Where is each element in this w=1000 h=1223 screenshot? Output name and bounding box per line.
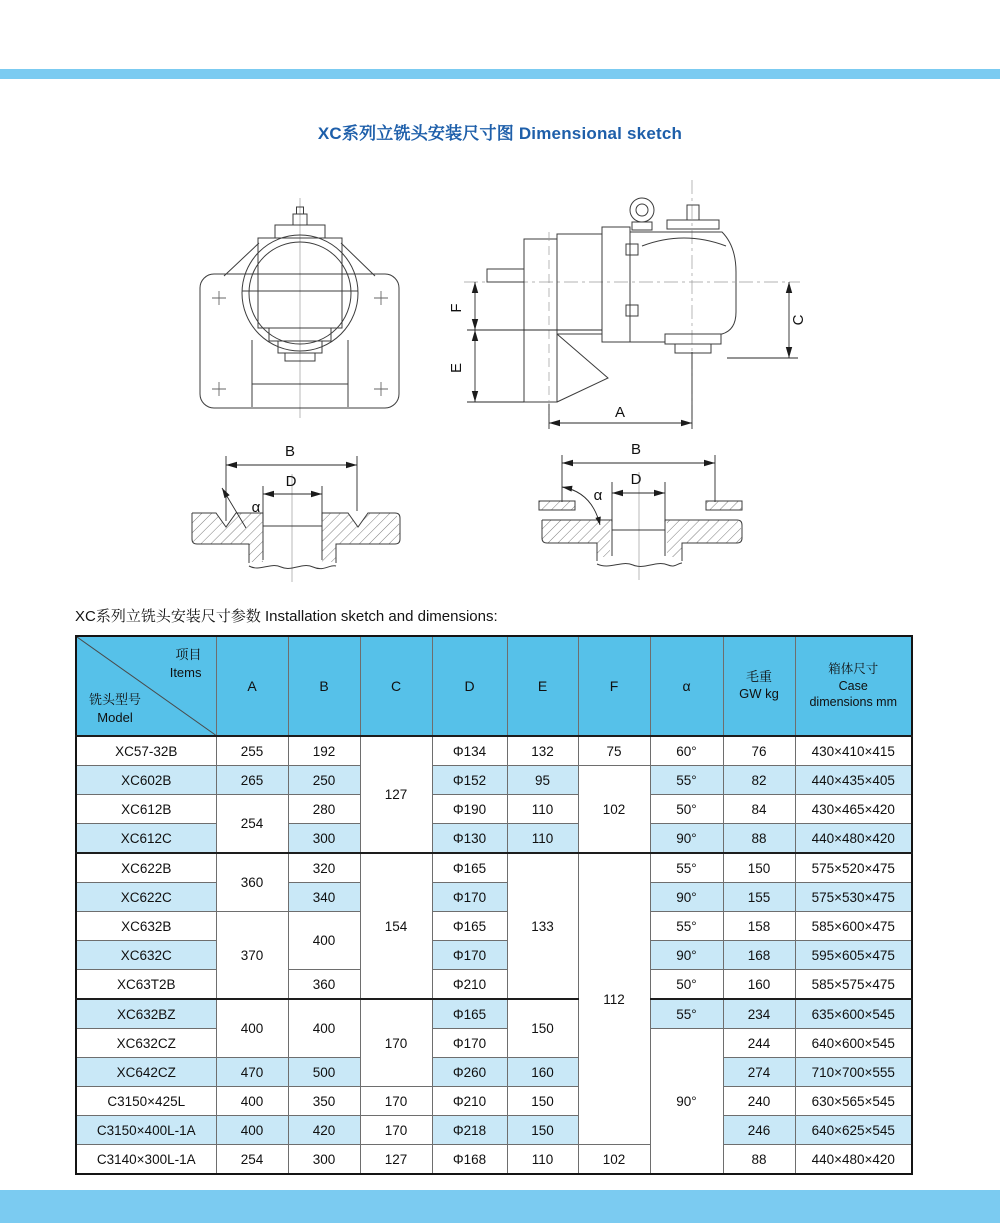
table-row	[76, 853, 912, 883]
cell-model: C3140×300L-1A	[76, 1145, 216, 1175]
cell-d: Φ170	[432, 1029, 507, 1058]
cell-e: 133	[507, 853, 578, 999]
cell-b: 340	[288, 883, 360, 912]
cell-case: 430×465×420	[795, 795, 912, 824]
col-header-case: 箱体尺寸 Case dimensions mm	[795, 636, 912, 736]
cell-a: 360	[216, 853, 288, 912]
table-row	[76, 736, 912, 766]
cell-model: C3150×400L-1A	[76, 1116, 216, 1145]
cell-d: Φ152	[432, 766, 507, 795]
cell-gw: 274	[723, 1058, 795, 1087]
cell-d: Φ134	[432, 736, 507, 766]
cell-d: Φ210	[432, 970, 507, 1000]
cell-b: 400	[288, 999, 360, 1058]
cell-case: 440×480×420	[795, 1145, 912, 1175]
cell-alpha: 55°	[650, 912, 723, 941]
cell-gw: 150	[723, 853, 795, 883]
cell-a: 400	[216, 1087, 288, 1116]
cell-b: 500	[288, 1058, 360, 1087]
cell-case: 710×700×555	[795, 1058, 912, 1087]
cell-gw: 160	[723, 970, 795, 1000]
cell-a: 265	[216, 766, 288, 795]
cell-e: 132	[507, 736, 578, 766]
cell-a: 400	[216, 1116, 288, 1145]
cell-case: 640×600×545	[795, 1029, 912, 1058]
cell-a: 470	[216, 1058, 288, 1087]
cell-e: 150	[507, 999, 578, 1058]
cell-alpha: 90°	[650, 883, 723, 912]
cell-b: 420	[288, 1116, 360, 1145]
front-view-drawing	[178, 188, 448, 423]
cell-d: Φ260	[432, 1058, 507, 1087]
dim-label-f: F	[448, 303, 465, 313]
cell-model: XC63T2B	[76, 970, 216, 1000]
cell-case: 440×480×420	[795, 824, 912, 854]
dim-label-d-right: D	[630, 471, 642, 488]
page-title: XC系列立铣头安装尺寸图 Dimensional sketch	[317, 124, 683, 143]
cell-b: 300	[288, 1145, 360, 1175]
cell-f: 112	[578, 853, 650, 1145]
cell-d: Φ170	[432, 941, 507, 970]
cell-model: XC632CZ	[76, 1029, 216, 1058]
col-header-f: F	[578, 636, 650, 736]
table-caption: XC系列立铣头安装尺寸参数 Installation sketch and dimensions:	[75, 608, 498, 625]
dim-label-d-left: D	[285, 473, 297, 490]
cell-e: 160	[507, 1058, 578, 1087]
header-items-label: 项目 Items	[169, 647, 202, 681]
header-model-label: 铣头型号 Model	[89, 691, 142, 725]
cell-a: 254	[216, 795, 288, 854]
cell-b: 360	[288, 970, 360, 1000]
cell-e: 110	[507, 795, 578, 824]
cell-gw: 234	[723, 999, 795, 1029]
cell-case: 585×600×475	[795, 912, 912, 941]
cell-c: 170	[360, 1087, 432, 1116]
cell-b: 280	[288, 795, 360, 824]
cell-a: 255	[216, 736, 288, 766]
cell-gw: 240	[723, 1087, 795, 1116]
table-row	[76, 795, 912, 824]
col-header-d: D	[432, 636, 507, 736]
cell-model: XC632BZ	[76, 999, 216, 1029]
front-view-lines	[200, 198, 399, 418]
dim-label-b-right: B	[630, 441, 642, 458]
cell-e: 110	[507, 1145, 578, 1175]
cell-case: 630×565×545	[795, 1087, 912, 1116]
cell-gw: 88	[723, 1145, 795, 1175]
dim-label-a: A	[614, 404, 626, 421]
side-view-drawing	[442, 172, 817, 437]
cell-model: XC632C	[76, 941, 216, 970]
cell-c: 154	[360, 853, 432, 999]
table-row	[76, 1145, 912, 1175]
cell-model: XC612C	[76, 824, 216, 854]
cell-model: XC642CZ	[76, 1058, 216, 1087]
dim-label-c: C	[790, 314, 807, 326]
cell-gw: 82	[723, 766, 795, 795]
cell-c: 127	[360, 736, 432, 853]
cell-gw: 244	[723, 1029, 795, 1058]
cell-e: 150	[507, 1087, 578, 1116]
cell-d: Φ210	[432, 1087, 507, 1116]
cell-d: Φ170	[432, 883, 507, 912]
table-header-row	[76, 636, 912, 736]
cell-alpha: 55°	[650, 999, 723, 1029]
cell-b: 400	[288, 912, 360, 970]
table-row	[76, 970, 912, 1000]
table-row	[76, 1116, 912, 1145]
table-row	[76, 1029, 912, 1058]
dim-label-alpha-right: α	[593, 487, 603, 504]
section-sketch-right	[522, 430, 837, 585]
cell-f: 102	[578, 1145, 650, 1175]
cell-gw: 168	[723, 941, 795, 970]
cell-e: 110	[507, 824, 578, 854]
cell-case: 585×575×475	[795, 970, 912, 1000]
col-header-c: C	[360, 636, 432, 736]
cell-model: XC612B	[76, 795, 216, 824]
dim-label-b-left: B	[284, 443, 296, 460]
cell-d: Φ130	[432, 824, 507, 854]
cell-alpha: 50°	[650, 795, 723, 824]
cell-e: 95	[507, 766, 578, 795]
table-row	[76, 1087, 912, 1116]
cell-b: 320	[288, 853, 360, 883]
dim-label-e: E	[448, 362, 465, 374]
top-accent-bar	[0, 69, 1000, 79]
cell-gw: 158	[723, 912, 795, 941]
cell-a: 400	[216, 999, 288, 1058]
cell-case: 635×600×545	[795, 999, 912, 1029]
cell-case: 575×520×475	[795, 853, 912, 883]
cell-alpha: 90°	[650, 941, 723, 970]
cell-a: 254	[216, 1145, 288, 1175]
table-row	[76, 766, 912, 795]
cell-d: Φ168	[432, 1145, 507, 1175]
cell-alpha: 50°	[650, 970, 723, 1000]
cell-model: XC622B	[76, 853, 216, 883]
cell-b: 350	[288, 1087, 360, 1116]
cell-d: Φ165	[432, 912, 507, 941]
cell-d: Φ165	[432, 853, 507, 883]
table-row	[76, 941, 912, 970]
cell-gw: 88	[723, 824, 795, 854]
cell-d: Φ218	[432, 1116, 507, 1145]
cell-b: 192	[288, 736, 360, 766]
cell-alpha: 90°	[650, 824, 723, 854]
cell-model: C3150×425L	[76, 1087, 216, 1116]
cell-gw: 155	[723, 883, 795, 912]
cell-c: 170	[360, 999, 432, 1087]
cell-case: 640×625×545	[795, 1116, 912, 1145]
col-header-a: A	[216, 636, 288, 736]
table-row	[76, 1058, 912, 1087]
cell-alpha: 90°	[650, 1029, 723, 1175]
cell-alpha: 55°	[650, 766, 723, 795]
table-row	[76, 912, 912, 941]
cell-f: 75	[578, 736, 650, 766]
cell-b: 250	[288, 766, 360, 795]
side-view-lines	[464, 180, 800, 429]
cell-d: Φ165	[432, 999, 507, 1029]
col-header-e: E	[507, 636, 578, 736]
cell-alpha: 55°	[650, 853, 723, 883]
col-header-gw: 毛重 GW kg	[723, 636, 795, 736]
table-row	[76, 999, 912, 1029]
cell-f: 102	[578, 766, 650, 854]
cell-case: 430×410×415	[795, 736, 912, 766]
header-model-items	[76, 636, 216, 736]
col-header-alpha: α	[650, 636, 723, 736]
cell-a: 370	[216, 912, 288, 1000]
cell-case: 575×530×475	[795, 883, 912, 912]
cell-b: 300	[288, 824, 360, 854]
cell-model: XC622C	[76, 883, 216, 912]
cell-model: XC602B	[76, 766, 216, 795]
cell-model: XC57-32B	[76, 736, 216, 766]
cell-c: 127	[360, 1145, 432, 1175]
cell-gw: 84	[723, 795, 795, 824]
cell-c: 170	[360, 1116, 432, 1145]
cell-d: Φ190	[432, 795, 507, 824]
cell-case: 595×605×475	[795, 941, 912, 970]
cell-gw: 76	[723, 736, 795, 766]
cell-case: 440×435×405	[795, 766, 912, 795]
bottom-accent-bar	[0, 1190, 1000, 1223]
table-row	[76, 883, 912, 912]
cell-gw: 246	[723, 1116, 795, 1145]
dimensions-table	[75, 635, 913, 1175]
table-row	[76, 824, 912, 854]
cell-model: XC632B	[76, 912, 216, 941]
dim-label-alpha-left: α	[251, 499, 261, 516]
cell-alpha: 60°	[650, 736, 723, 766]
cell-e: 150	[507, 1116, 578, 1145]
section-sketch-left	[150, 436, 455, 586]
col-header-b: B	[288, 636, 360, 736]
